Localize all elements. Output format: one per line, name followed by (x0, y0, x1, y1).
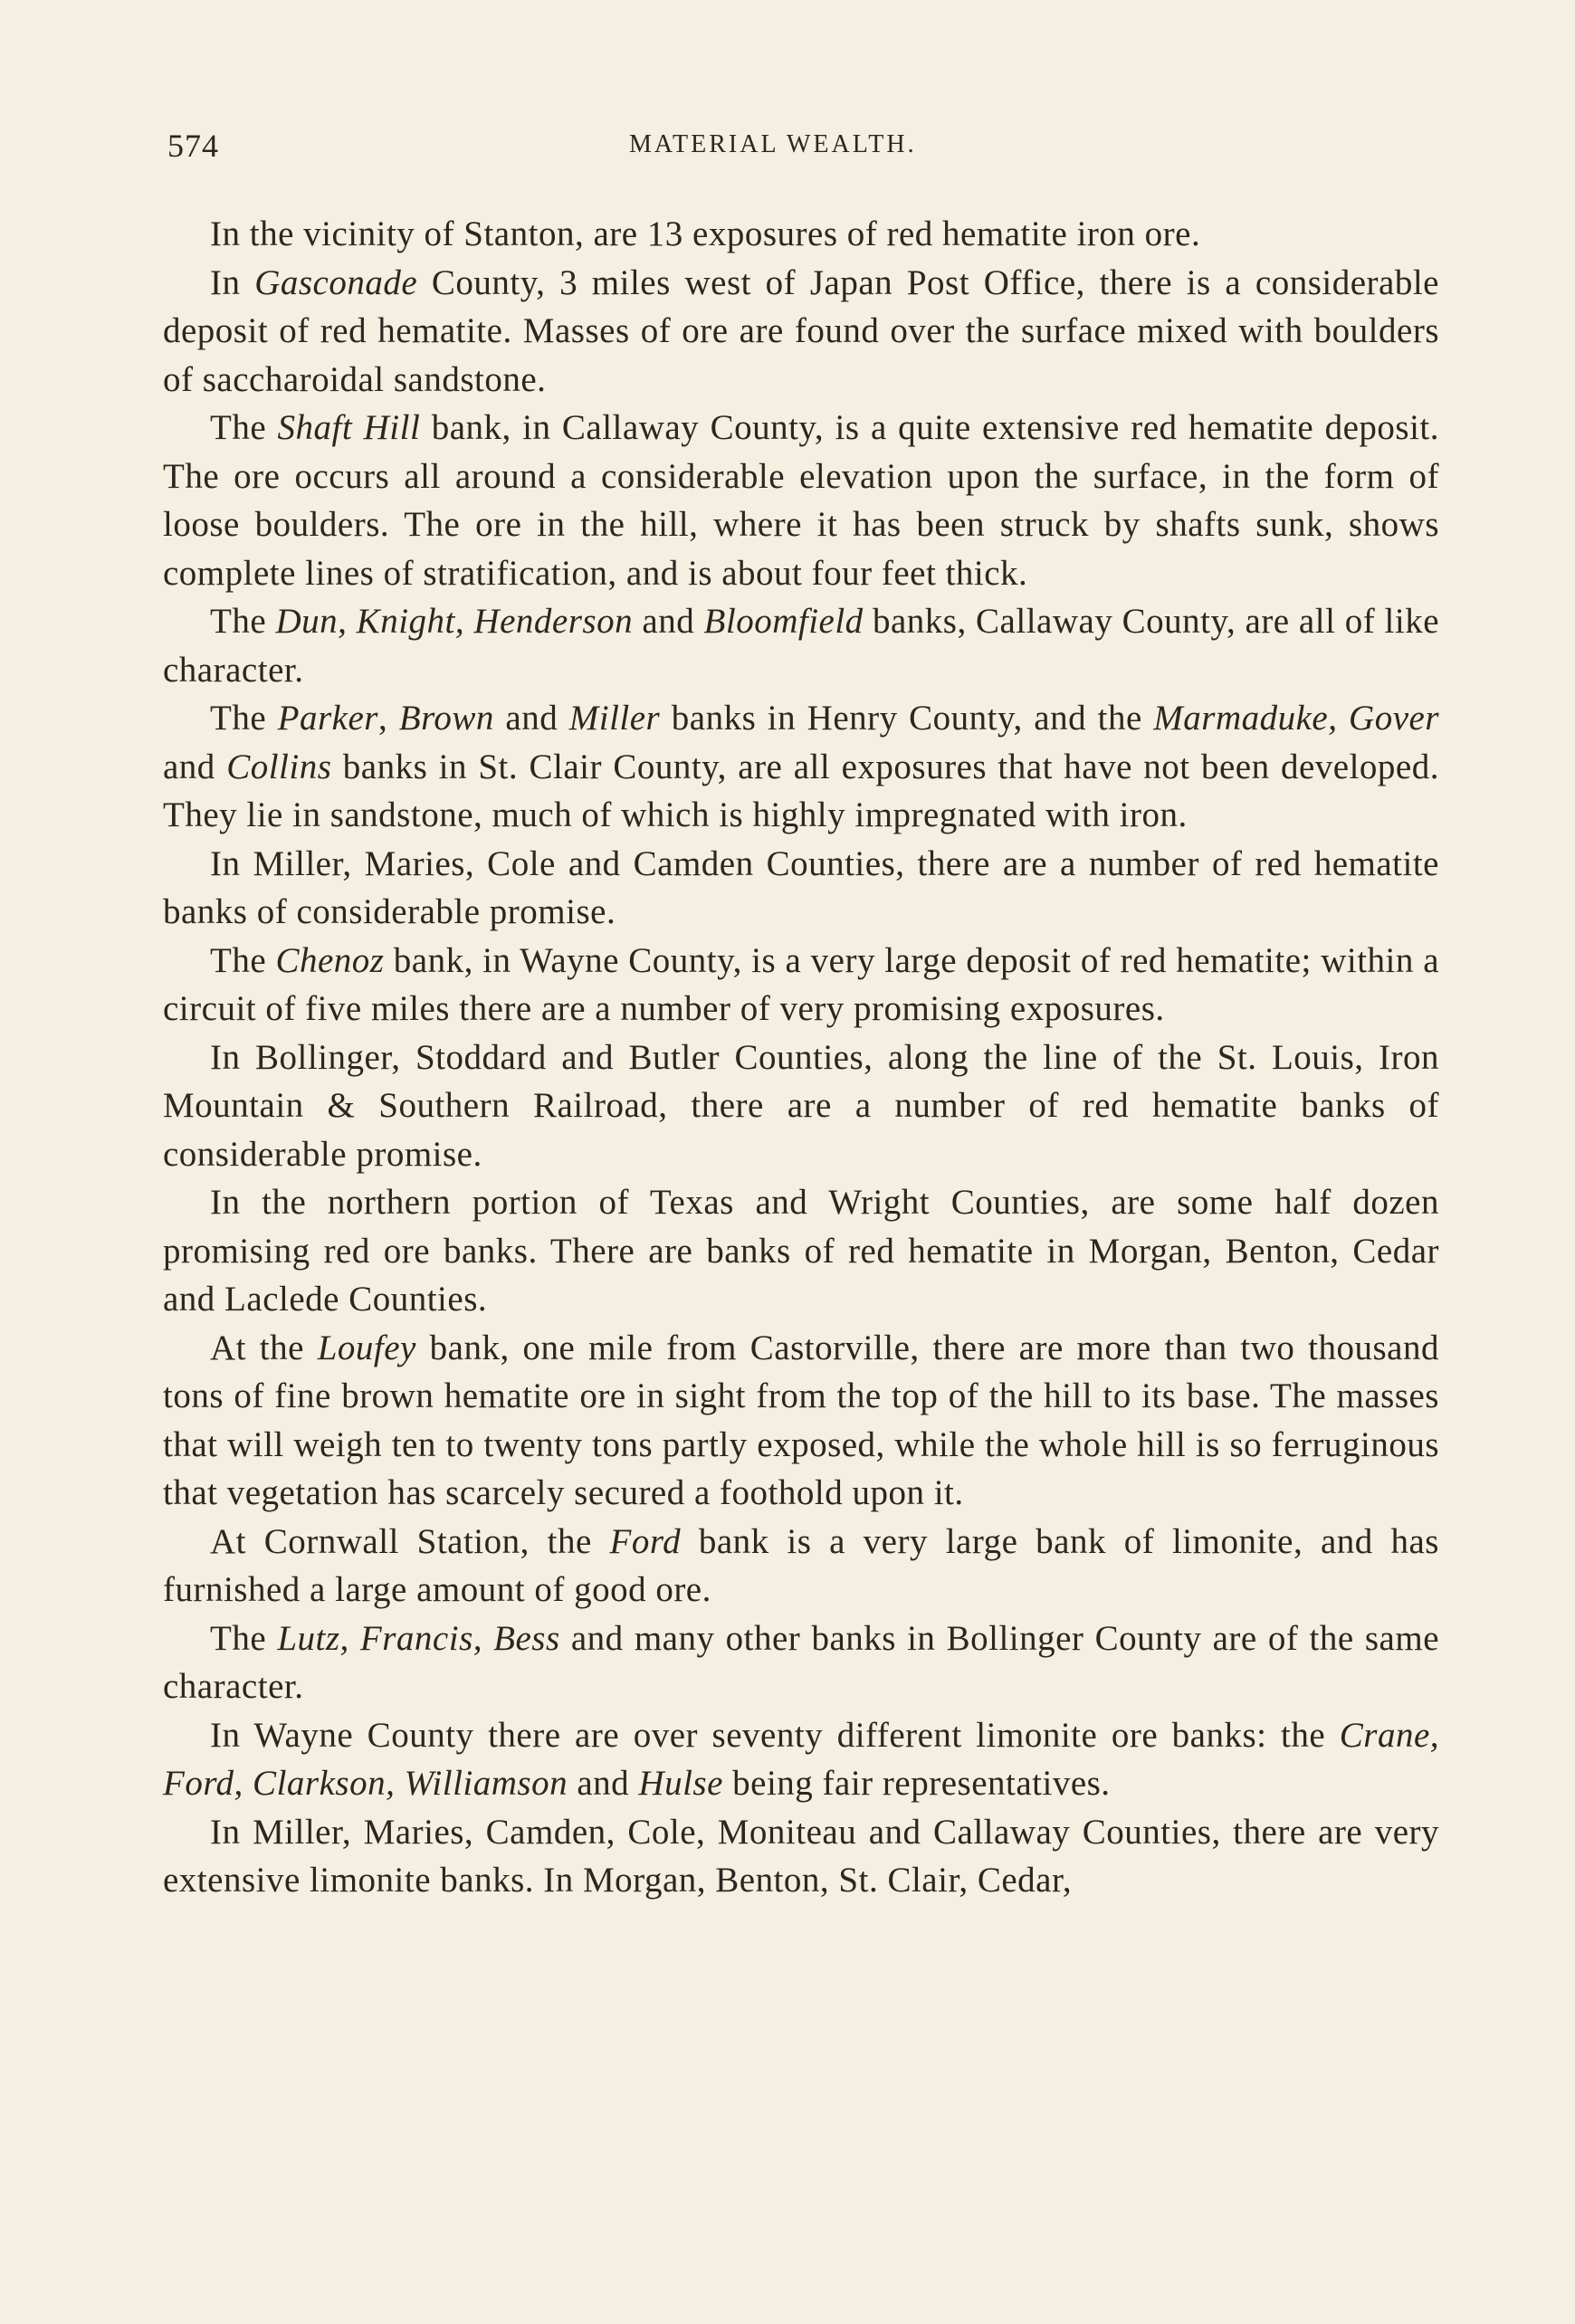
text-run: banks in St. Clair County, are all exposures that have not been developed. They lie in sandstone, much of which is highly impregnated with iron. (163, 747, 1439, 834)
text-run: The (210, 699, 278, 738)
text-run: , (377, 699, 399, 738)
text-run: banks in Henry County, and the (660, 699, 1154, 738)
text-run: The (210, 602, 276, 641)
italic-name: Hulse (638, 1764, 723, 1803)
text-run: In Wayne County there are over seventy different limonite ore banks: the (210, 1715, 1340, 1755)
text-run: and (568, 1764, 639, 1803)
text-run: The (210, 940, 276, 980)
italic-name: Lutz, Francis, Bess (277, 1618, 560, 1658)
text-run: In Miller, Maries, Cole and Camden Counties, there are a number of red hematite banks of considerable promise. (163, 843, 1439, 931)
italic-name: Chenoz (275, 940, 385, 980)
text-run: bank is a very large bank of limonite, and has furnished a large amount of good ore. (163, 1521, 1439, 1609)
paragraph (163, 210, 1439, 259)
italic-name: Miller (568, 699, 661, 738)
text-run: bank, in Callaway County, is a quite extensive red hematite deposit. The ore occurs all around a considerable elevation upon the surface, in the form of loose boulders. The ore in the hill, where it has been struck by shafts sunk, shows complete lines of stratification, and is about four feet thick. (163, 408, 1439, 593)
paragraph (163, 1033, 1439, 1179)
text-run: In Bollinger, Stoddard and Butler Counties, along the line of the St. Louis, Iron Mountain & Southern Railroad, there are a number of red hematite banks of considerable promise. (163, 1037, 1439, 1174)
italic-name: Gasconade (254, 262, 418, 302)
text-run: County, 3 miles west of Japan Post Office, there is a considerable deposit of red hematite. Masses of ore are found over the surface mixed with boulders of saccharoidal sandstone. (163, 262, 1439, 399)
paragraph (163, 694, 1439, 840)
paragraph (163, 937, 1439, 1033)
body-text (163, 210, 1439, 1905)
paragraph (163, 404, 1439, 597)
italic-name: Loufey (317, 1328, 416, 1367)
italic-name: Shaft Hill (277, 408, 421, 447)
text-run: In the vicinity of Stanton, are 13 exposures of red hematite iron ore. (210, 214, 1201, 253)
paragraph (163, 1614, 1439, 1711)
page-header (167, 127, 1435, 181)
paragraph (163, 1808, 1439, 1905)
text-run: In the northern portion of Texas and Wright Counties, are some half dozen promising red ore banks. There are banks of red hematite in Morgan, Benton, Cedar and Laclede Counties. (163, 1183, 1439, 1319)
italic-name: Dun, Knight, Henderson (275, 602, 634, 641)
text-run: In (210, 262, 255, 302)
italic-name: Parker (277, 699, 378, 738)
paragraph (163, 597, 1439, 694)
text-run: banks, Callaway County, are all of like character. (163, 602, 1440, 690)
italic-name: Crane, Ford, Clarkson, Williamson (163, 1715, 1439, 1803)
text-run: and many other banks in Bollinger County are of the same character. (163, 1618, 1439, 1706)
paragraph (163, 1324, 1439, 1518)
paragraph (163, 1518, 1439, 1614)
paragraph (163, 840, 1439, 937)
paragraph (163, 1711, 1439, 1808)
paragraph (163, 259, 1439, 405)
italic-name: Brown (398, 699, 494, 738)
text-run: The (210, 1618, 278, 1658)
text-run: At the (210, 1328, 318, 1367)
text-run: The (210, 408, 278, 447)
paragraph (163, 1178, 1439, 1324)
italic-name: Ford (609, 1521, 682, 1561)
italic-name: Collins (226, 747, 332, 786)
italic-name: Marmaduke, Gover (1153, 699, 1439, 738)
text-run: and (493, 699, 569, 738)
text-run: being fair representatives. (722, 1764, 1111, 1803)
page-number: 574 (167, 128, 219, 164)
italic-name: Bloomfield (703, 602, 864, 641)
running-title: MATERIAL WEALTH. (629, 130, 917, 158)
text-run: and (633, 602, 704, 641)
text-run: In Miller, Maries, Camden, Cole, Moniteau and Callaway Counties, there are very extensive limonite banks. In Morgan, Benton, St. Clair, Cedar, (163, 1812, 1439, 1900)
text-run: bank, in Wayne County, is a very large deposit of red hematite; within a circuit of five miles there are a number of very promising exposures. (163, 940, 1440, 1028)
text-run: At Cornwall Station, the (210, 1521, 610, 1561)
text-run: and (163, 747, 227, 786)
text-run: bank, one mile from Castorville, there are more than two thousand tons of fine brown hematite ore in sight from the top of the hill to its base. The masses that will weigh ten to twenty tons partly exposed, while the whole hill is so ferruginous that vegetation has scarcely secured a foothold upon it. (163, 1328, 1439, 1512)
